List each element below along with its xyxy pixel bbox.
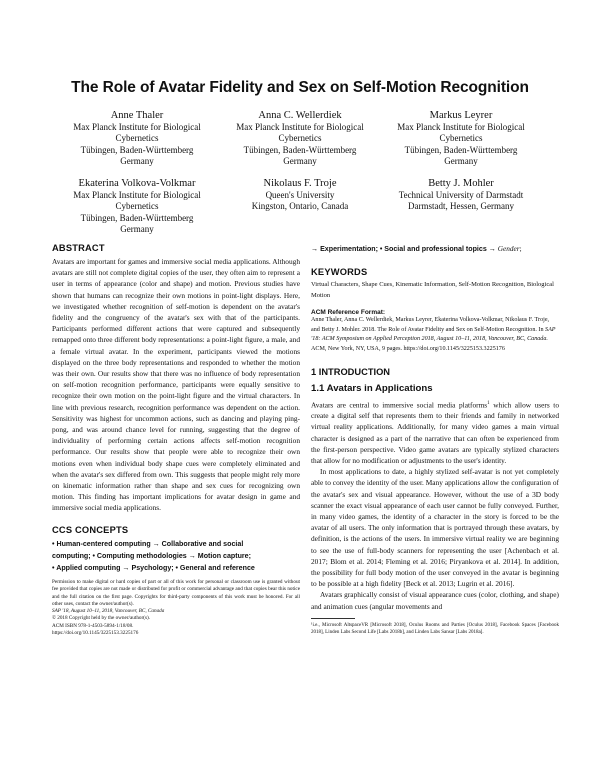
author-block xyxy=(52,177,222,235)
author-affiliation: Cybernetics xyxy=(278,133,322,144)
author-affiliation: Darmstadt, Hessen, Germany xyxy=(408,201,514,212)
author-affiliation: Technical University of Darmstadt xyxy=(398,190,524,200)
author-affiliation: Max Planck Institute for Biological xyxy=(73,122,201,132)
author-name: Betty J. Mohler xyxy=(428,178,494,189)
author-block xyxy=(52,109,222,167)
author-affiliation: Germany xyxy=(120,155,154,166)
keywords-heading: KEYWORDS xyxy=(311,267,368,278)
abstract-text: Avatars are important for games and immersive social media applications. Although avatars are still not complete digital copies of the user, they often aim to represent a user in terms of appearance (color and shape) and motion. Previous studies have shown that humans can recognize their own motions in point-light displays. Here, we investigated whether recognition of self-motion is dependent on the avatar's fidelity and the congruency of the avatar's sex with that of the participants. Participants performed different actions that were captured and subsequently remapped onto three different body representations: a point-light figure, a male, and a female virtual avatar. In the experiment, participants viewed the motions displayed on the three body representations and responded to whether the motion was their own. Our results show that there was no influence of body representation on self-motion recognition performance, participants were equally sensitive to recognize their own motion on the point-light figure and the virtual characters. In line with previous research, recognition performance was dependent on the action. Sensitivity was highest for uncommon actions, such as dancing and playing ping-pong, and was around chance level for running, suggesting that the degree of individuality of performing certain actions affects self-motion recognition performance. Our results show that people were able to recognize their own motions even when individual body shape cues were completely eliminated and when the avatar's sex differed from own. This suggests that people might rely more on kinematic information rather than shape and sex cues for recognizing own motion. This finding has important implications for avatar design in game and immersive social media applications. xyxy=(52,257,300,513)
author-affiliation: Tübingen, Baden-Württemberg xyxy=(404,144,518,155)
author-block xyxy=(215,177,385,213)
ccs-heading: CCS CONCEPTS xyxy=(52,524,129,535)
author-affiliation: Germany xyxy=(283,155,317,166)
ccs-continuation xyxy=(311,243,559,255)
author-affiliation: Queen's University xyxy=(265,190,335,200)
author-affiliation: Cybernetics xyxy=(115,133,159,144)
subsection-heading-avatars: 1.1 Avatars in Applications xyxy=(311,382,433,394)
keywords-text: Virtual Characters, Shape Cues, Kinematic Information, Self-Motion Recognition, Biological Motion xyxy=(311,281,554,299)
acm-reference-publisher: ACM, New York, NY, USA, 9 pages. https://doi.org/10.1145/3225153.3225176 xyxy=(311,345,505,352)
author-affiliation: Cybernetics xyxy=(439,133,483,144)
footnote-text: ¹i.e., Microsoft AltspaceVR [Microsoft 2018], Oculus Rooms and Parties [Oculus 2018], Facebook Spaces [Facebook 2018], Linden Labs Second Life [Labs 2018b], and Linden Labs Sansar [Labs 2018a]. xyxy=(311,622,559,635)
author-affiliation: Max Planck Institute for Biological xyxy=(73,190,201,200)
author-block xyxy=(376,177,546,213)
left-column xyxy=(52,243,300,637)
footnote-marker: 1 xyxy=(487,400,490,406)
ccs-item: • Computing methodologies → Motion capture; xyxy=(92,551,251,560)
permission-block xyxy=(52,579,300,637)
intro-paragraph xyxy=(311,398,559,467)
author-affiliation: Max Planck Institute for Biological xyxy=(397,122,525,132)
abstract-heading: ABSTRACT xyxy=(52,243,105,253)
acm-reference-authors: Anne Thaler, Anna C. Wellerdiek, Markus Leyrer, Ekaterina Volkova-Volkmar, Nikolaus F. Troje, and Betty J. Mohler. 2018. The Role of Avatar Fidelity and Sex on Self-Motion Recognition. In xyxy=(311,317,550,333)
ccs-item: computing; xyxy=(52,551,91,560)
ccs-concepts xyxy=(52,538,300,575)
permission-text: Permission to make digital or hard copies of part or all of this work for personal or classroom use is granted without fee provided that copies are not made or distributed for profit or commercial advantage and that copies bear this notice and the full citation on the first page. Copyrights for third-party components of this work must be honored. For all other uses, contact the owner/author(s). xyxy=(52,579,300,607)
author-affiliation: Kingston, Ontario, Canada xyxy=(251,201,349,212)
author-affiliation: Germany xyxy=(444,155,478,166)
copyright-line: © 2018 Copyright held by the owner/author(s). xyxy=(52,615,151,622)
acm-reference-text xyxy=(311,316,559,354)
ccs-item: → Experimentation; xyxy=(311,245,379,253)
author-affiliation: Max Planck Institute for Biological xyxy=(236,122,364,132)
author-affiliation: Tübingen, Baden-Württemberg xyxy=(80,212,194,223)
author-affiliation: Tübingen, Baden-Württemberg xyxy=(80,144,194,155)
ccs-item-terminator: ; xyxy=(519,244,522,253)
intro-paragraph: Avatars graphically consist of visual appearance cues (color, clothing, and shape) and animation cues (angular movements and xyxy=(311,590,559,611)
acm-reference-venue: SAP '18: ACM Symposium on Applied Perception 2018, August 10–11, 2018, Vancouver, BC, Canada. xyxy=(311,326,556,343)
ccs-item: • General and reference xyxy=(175,564,255,573)
author-affiliation: Cybernetics xyxy=(115,201,159,212)
right-column xyxy=(311,243,559,636)
author-affiliation: Tübingen, Baden-Württemberg xyxy=(243,144,357,155)
ccs-item: • Applied computing → Psychology; xyxy=(52,564,174,573)
venue-line: SAP '18, August 10–11, 2018, Vancouver, BC, Canada xyxy=(52,608,165,615)
isbn-line: ACM ISBN 978-1-4503-5894-1/18/08. xyxy=(52,622,134,629)
author-name: Anna C. Wellerdiek xyxy=(258,110,342,121)
paper-title: The Role of Avatar Fidelity and Sex on Self-Motion Recognition xyxy=(71,79,529,96)
acm-reference-heading: ACM Reference Format: xyxy=(311,309,386,317)
doi-line: https://doi.org/10.1145/3225153.3225176 xyxy=(52,629,139,636)
footnote-rule xyxy=(311,618,355,619)
author-name: Ekaterina Volkova-Volkmar xyxy=(78,178,196,189)
author-name: Anne Thaler xyxy=(110,110,164,121)
ccs-item-gender: Gender xyxy=(497,244,520,253)
ccs-item: • Social and professional topics → xyxy=(379,245,496,253)
ccs-item: • Human-centered computing → Collaborative and social xyxy=(52,539,244,548)
intro-paragraph-start: Avatars are central to immersive social media platforms xyxy=(311,400,488,410)
author-block xyxy=(215,109,385,167)
author-name: Nikolaus F. Troje xyxy=(263,178,337,189)
author-affiliation: Germany xyxy=(120,223,154,234)
intro-paragraph: In most applications to date, a highly stylized self-avatar is not yet completely able to convey the identity of the user. Many applications allow the configuration of the avatar's sex and visual appearance. However, without the use of a 3D body scanner the exact visual appearance of each user cannot be fully conveyed. Further, in many video games, the identity of a character in the story is forced to be the avatar of all users. The only information that is portrayed through these avatars, by definition, is the actions of the users. In immersive virtual reality we are beginning to see the use of full-body scanners for representing the user [Achenbach et al. 2017; Blom et al. 2014; Fleming et al. 2016; Piryankova et al. 2014]. In addition, the possibility for full body motion of the user conveyed in the avatar is beginning to be possible at a high fidelity [Beck et al. 2013; Lugrin et al. 2016]. xyxy=(311,467,559,589)
author-name: Markus Leyrer xyxy=(429,110,493,121)
section-heading-introduction: 1 INTRODUCTION xyxy=(311,366,391,377)
author-block xyxy=(376,109,546,167)
intro-paragraph-rest: which allow users to create a digital self that represents them to their friends and family in networked virtual reality applications. Additionally, for many video games a main virtual character is designed as a part of the narrative that can often be experienced from the first-person perspective. Video game avatars are typically stylized characters that allow for no modification or adjustments to the user's identity. xyxy=(311,400,559,466)
